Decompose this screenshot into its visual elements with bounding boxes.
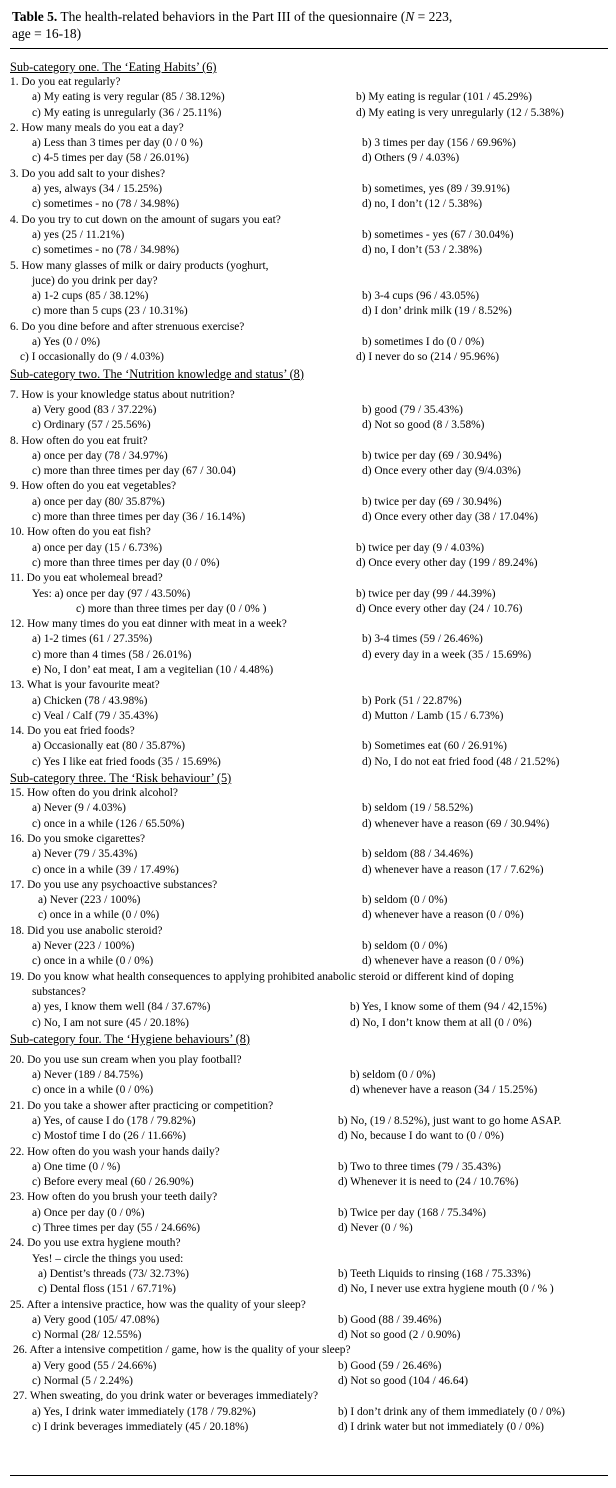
answer-row bbox=[10, 1160, 608, 1175]
answer-option: b) seldom (88 / 34.46%) bbox=[362, 848, 474, 861]
answer-option: c) once in a while (0 / 0%) bbox=[38, 909, 160, 922]
question: 23. How often do you brush your teeth daily? bbox=[10, 1191, 218, 1204]
answer-option: c) once in a while (39 / 17.49%) bbox=[32, 863, 179, 876]
answer-option: b) twice per day (69 / 30.94%) bbox=[362, 449, 502, 462]
answer-option: a) Never (9 / 4.03%) bbox=[32, 802, 126, 815]
answer-option: a) once per day (78 / 34.97%) bbox=[32, 449, 168, 462]
answer-row bbox=[10, 350, 608, 365]
answer-option: b) seldom (0 / 0%) bbox=[362, 940, 448, 953]
answer-row bbox=[10, 893, 608, 908]
question: 15. How often do you drink alcohol? bbox=[10, 787, 178, 800]
answer-option: d) I never do so (214 / 95.96%) bbox=[356, 351, 499, 364]
question: 8. How often do you eat fruit? bbox=[10, 434, 148, 447]
answer-option: b) Yes, I know some of them (94 / 42,15%) bbox=[350, 1001, 547, 1014]
answer-option: c) more than 4 times (58 / 26.01%) bbox=[32, 648, 192, 661]
subcategory-heading: Sub-category one. The ‘Eating Habits’ (6) bbox=[10, 60, 217, 74]
answer-option: c) more than 5 cups (23 / 10.31%) bbox=[32, 305, 188, 318]
top-rule bbox=[10, 48, 608, 49]
question: 2. How many meals do you eat a day? bbox=[10, 121, 184, 134]
answer-option: d) Once every other day (24 / 10.76) bbox=[356, 602, 523, 615]
answer-row bbox=[10, 90, 608, 105]
answer-option: b) 3-4 cups (96 / 43.05%) bbox=[362, 290, 480, 303]
question: 4. Do you try to cut down on the amount of sugars you eat? bbox=[10, 213, 281, 226]
answer-option: b) I don’t drink any of them immediately (0 / 0%) bbox=[338, 1405, 565, 1418]
answer-option: c) I drink beverages immediately (45 / 20.18%) bbox=[32, 1420, 249, 1433]
answer-row bbox=[10, 510, 608, 525]
table-label: Table 5. bbox=[12, 9, 58, 24]
question: 6. Do you dine before and after strenuous exercise? bbox=[10, 320, 245, 333]
answer-option: b) Teeth Liquids to rinsing (168 / 75.33%) bbox=[338, 1267, 531, 1280]
answer-row bbox=[10, 801, 608, 816]
question: 14. Do you eat fried foods? bbox=[10, 725, 135, 738]
question: 13. What is your favourite meat? bbox=[10, 679, 160, 692]
answer-option: d) Never (0 / %) bbox=[338, 1222, 413, 1235]
answer-option: c) Normal (28/ 12.55%) bbox=[32, 1329, 142, 1342]
answer-option: d) Once every other day (38 / 17.04%) bbox=[362, 511, 538, 524]
answer-option: d) no, I don’t (53 / 2.38%) bbox=[362, 244, 483, 257]
answer-option: a) My eating is very regular (85 / 38.12%) bbox=[32, 91, 225, 104]
answer-row bbox=[10, 817, 608, 832]
answer-option: c) more than three times per day (67 / 30.04) bbox=[32, 465, 236, 478]
question: 17. Do you use any psychoactive substances? bbox=[10, 878, 218, 891]
answer-option: d) whenever have a reason (0 / 0%) bbox=[362, 955, 524, 968]
title-text: The health-related behaviors in the Part III of the quesionnaire ( bbox=[57, 9, 406, 24]
subcategory-heading: Sub-category two. The ‘Nutrition knowledge and status’ (8) bbox=[10, 366, 304, 381]
question: 12. How many times do you eat dinner with meat in a week? bbox=[10, 618, 287, 631]
title-n-var: N bbox=[405, 9, 415, 24]
question: 5. How many glasses of milk or dairy products (yoghurt, bbox=[10, 259, 269, 272]
answer-option: d) whenever have a reason (34 / 15.25%) bbox=[350, 1084, 538, 1097]
answer-option: a) Yes (0 / 0%) bbox=[32, 336, 101, 349]
answer-option: e) No, I don’ eat meat, I am a vegitelian (10 / 4.48%) bbox=[32, 663, 274, 676]
question-continued: juce) do you drink per day? bbox=[32, 274, 158, 287]
answer-option: a) once per day (15 / 6.73%) bbox=[32, 541, 162, 554]
question: 21. Do you take a shower after practicing or competition? bbox=[10, 1099, 274, 1112]
answer-option: a) Yes, of cause I do (178 / 79.82%) bbox=[32, 1115, 196, 1127]
answer-option: c) more than three times per day (0 / 0%) bbox=[32, 556, 220, 569]
answer-option: a) yes (25 / 11.21%) bbox=[32, 228, 125, 241]
answer-option: b) No, (19 / 8.52%), just want to go home ASAP. bbox=[338, 1115, 562, 1127]
answer-row bbox=[10, 182, 608, 197]
answer-option: b) good (79 / 35.43%) bbox=[362, 403, 463, 416]
answer-option: c) Before every meal (60 / 26.90%) bbox=[32, 1176, 194, 1189]
answer-option: a) Less than 3 times per day (0 / 0 %) bbox=[32, 137, 203, 150]
answer-row bbox=[10, 709, 608, 724]
answer-option: b) Pork (51 / 22.87%) bbox=[362, 694, 462, 707]
answer-option: b) seldom (0 / 0%) bbox=[362, 894, 448, 907]
answer-option: b) Good (88 / 39.46%) bbox=[338, 1313, 442, 1326]
question: 19. Do you know what health consequences to applying prohibited anabolic steroid or different kind of doping bbox=[10, 970, 514, 983]
table-title bbox=[10, 8, 608, 42]
answer-option: c) sometimes - no (78 / 34.98%) bbox=[32, 198, 180, 211]
answer-row bbox=[10, 228, 608, 243]
answer-option: a) yes, I know them well (84 / 37.67%) bbox=[32, 1001, 211, 1014]
answer-row bbox=[10, 755, 608, 770]
answer-option: b) seldom (19 / 58.52%) bbox=[362, 802, 474, 815]
answer-option: d) No, I do not eat fried food (48 / 21.52%) bbox=[362, 755, 560, 768]
answer-row bbox=[10, 243, 608, 258]
answer-row bbox=[10, 1206, 608, 1221]
answer-option: d) I don’ drink milk (19 / 8.52%) bbox=[362, 305, 512, 318]
answer-option: c) sometimes - no (78 / 34.98%) bbox=[32, 244, 180, 257]
answer-row bbox=[10, 1068, 608, 1083]
answer-option: c) Mostof time I do (26 / 11.66%) bbox=[32, 1130, 186, 1143]
answer-option: a) yes, always (34 / 15.25%) bbox=[32, 183, 163, 196]
answer-option: a) Never (79 / 35.43%) bbox=[32, 848, 138, 861]
answer-option: a) One time (0 / %) bbox=[32, 1160, 121, 1173]
answer-option: Yes: a) once per day (97 / 43.50%) bbox=[32, 587, 191, 600]
answer-row bbox=[10, 1420, 608, 1435]
answer-option: b) Good (59 / 26.46%) bbox=[338, 1359, 442, 1372]
answer-row bbox=[10, 464, 608, 479]
answer-option: d) My eating is very unregularly (12 / 5.38%) bbox=[356, 106, 564, 119]
answer-option: c) Normal (5 / 2.24%) bbox=[32, 1375, 133, 1388]
answer-option: c) No, I am not sure (45 / 20.18%) bbox=[32, 1016, 189, 1029]
question: 20. Do you use sun cream when you play football? bbox=[10, 1053, 242, 1066]
answer-option: a) Occasionally eat (80 / 35.87%) bbox=[32, 740, 186, 753]
answer-option: a) Never (223 / 100%) bbox=[32, 940, 135, 953]
answer-row bbox=[10, 197, 608, 212]
answer-option: c) more than three times per day (36 / 16.14%) bbox=[32, 511, 246, 524]
answer-option: b) sometimes I do (0 / 0%) bbox=[362, 336, 485, 349]
answer-row bbox=[10, 449, 608, 464]
answer-option: a) Yes, I drink water immediately (178 / 79.82%) bbox=[32, 1405, 256, 1418]
answer-row bbox=[10, 587, 608, 602]
answer-row bbox=[10, 602, 608, 617]
title-line2: age = 16-18) bbox=[12, 26, 82, 41]
answer-row bbox=[10, 136, 608, 151]
answer-row bbox=[10, 289, 608, 304]
answer-option: b) twice per day (99 / 44.39%) bbox=[356, 587, 496, 600]
question-continued: Yes! – circle the things you used: bbox=[32, 1252, 184, 1265]
answer-option: b) Two to three times (79 / 35.43%) bbox=[338, 1160, 501, 1173]
answer-option: d) no, I don’t (12 / 5.38%) bbox=[362, 198, 483, 211]
answer-option: c) once in a while (126 / 65.50%) bbox=[32, 817, 185, 830]
answer-row bbox=[10, 847, 608, 862]
question: 25. After a intensive practice, how was the quality of your sleep? bbox=[10, 1298, 306, 1311]
answer-row bbox=[10, 739, 608, 754]
question: 3. Do you add salt to your dishes? bbox=[10, 167, 166, 180]
answer-option: c) once in a while (0 / 0%) bbox=[32, 1084, 154, 1097]
answer-option: d) Not so good (8 / 3.58%) bbox=[362, 419, 485, 432]
question: 24. Do you use extra hygiene mouth? bbox=[10, 1237, 181, 1250]
question-continued: substances? bbox=[32, 985, 86, 998]
question: 1. Do you eat regularly? bbox=[10, 76, 121, 88]
answer-option: d) Whenever it is need to (24 / 10.76%) bbox=[338, 1176, 519, 1189]
answer-row bbox=[10, 418, 608, 433]
subcategory-heading: Sub-category four. The ‘Hygiene behaviours’ (8) bbox=[10, 1031, 250, 1046]
answer-option: a) 1-2 times (61 / 27.35%) bbox=[32, 633, 153, 646]
answer-option: b) My eating is regular (101 / 45.29%) bbox=[356, 91, 532, 104]
answer-row bbox=[10, 106, 608, 121]
answer-row bbox=[10, 694, 608, 709]
answer-option: d) whenever have a reason (17 / 7.62%) bbox=[362, 863, 544, 876]
answer-row bbox=[10, 1221, 608, 1236]
answer-option: c) My eating is unregularly (36 / 25.11%) bbox=[32, 106, 222, 119]
answer-option: d) Mutton / Lamb (15 / 6.73%) bbox=[362, 709, 504, 722]
answer-option: b) seldom (0 / 0%) bbox=[350, 1069, 436, 1082]
answer-row bbox=[10, 1175, 608, 1190]
question: 16. Do you smoke cigarettes? bbox=[10, 832, 146, 845]
answer-option: d) No, I never use extra hygiene mouth (0 / % ) bbox=[338, 1283, 554, 1296]
answer-option: c) once in a while (0 / 0%) bbox=[32, 955, 154, 968]
answer-option: d) every day in a week (35 / 15.69%) bbox=[362, 648, 532, 661]
answer-option: b) 3 times per day (156 / 69.96%) bbox=[362, 137, 516, 150]
answer-option: d) Not so good (2 / 0.90%) bbox=[338, 1329, 461, 1342]
answer-row bbox=[10, 1313, 608, 1328]
question: 26. After a intensive competition / game, how is the quality of your sleep? bbox=[13, 1344, 351, 1357]
answer-option: d) Once every other day (9/4.03%) bbox=[362, 465, 521, 478]
answer-option: b) Twice per day (168 / 75.34%) bbox=[338, 1206, 486, 1219]
answer-row bbox=[10, 863, 608, 878]
answer-option: b) twice per day (69 / 30.94%) bbox=[362, 495, 502, 508]
answer-option: c) Dental floss (151 / 67.71%) bbox=[38, 1283, 176, 1296]
answer-option: b) sometimes - yes (67 / 30.04%) bbox=[362, 228, 514, 241]
answer-row bbox=[10, 151, 608, 166]
answer-option: b) 3-4 times (59 / 26.46%) bbox=[362, 633, 483, 646]
answer-row bbox=[10, 335, 608, 350]
question: 18. Did you use anabolic steroid? bbox=[10, 924, 163, 937]
answer-row bbox=[10, 954, 608, 969]
question: 11. Do you eat wholemeal bread? bbox=[10, 572, 163, 585]
answer-option: d) whenever have a reason (0 / 0%) bbox=[362, 909, 524, 922]
answer-row bbox=[10, 1359, 608, 1374]
document-page bbox=[10, 8, 608, 1435]
answer-option: d) Others (9 / 4.03%) bbox=[362, 152, 460, 165]
answer-row bbox=[10, 403, 608, 418]
answer-row bbox=[10, 495, 608, 510]
subcategory-heading: Sub-category three. The ‘Risk behaviour’ (5) bbox=[10, 771, 232, 786]
answer-option: a) 1-2 cups (85 / 38.12%) bbox=[32, 290, 149, 303]
question: 27. When sweating, do you drink water or beverages immediately? bbox=[13, 1390, 319, 1403]
answer-row bbox=[10, 939, 608, 954]
answer-option: d) No, because I do want to (0 / 0%) bbox=[338, 1130, 504, 1143]
answer-row bbox=[10, 541, 608, 556]
question: 10. How often do you eat fish? bbox=[10, 526, 151, 539]
answer-option: c) Yes I like eat fried foods (35 / 15.69%) bbox=[32, 755, 221, 768]
answer-row bbox=[10, 1114, 608, 1129]
answer-option: a) Never (223 / 100%) bbox=[38, 894, 141, 907]
answer-option: d) whenever have a reason (69 / 30.94%) bbox=[362, 817, 550, 830]
bottom-rule bbox=[10, 1475, 608, 1476]
answer-option: a) Dentist’s threads (73/ 32.73%) bbox=[38, 1267, 189, 1280]
answer-option: a) Very good (55 / 24.66%) bbox=[32, 1359, 157, 1372]
answer-option: d) I drink water but not immediately (0 / 0%) bbox=[338, 1420, 544, 1433]
answer-option: b) Sometimes eat (60 / 26.91%) bbox=[362, 740, 507, 753]
answer-option: d) Not so good (104 / 46.64) bbox=[338, 1375, 469, 1388]
answer-option: b) twice per day (9 / 4.03%) bbox=[356, 541, 485, 554]
answer-row bbox=[10, 663, 608, 678]
answer-row bbox=[10, 1328, 608, 1343]
answer-option: a) Never (189 / 84.75%) bbox=[32, 1069, 144, 1082]
answer-row bbox=[10, 1083, 608, 1098]
answer-row bbox=[10, 648, 608, 663]
answer-option: a) Very good (105/ 47.08%) bbox=[32, 1313, 160, 1326]
question: 7. How is your knowledge status about nutrition? bbox=[10, 388, 235, 401]
answer-row bbox=[10, 1000, 608, 1015]
answer-option: a) Once per day (0 / 0%) bbox=[32, 1206, 145, 1219]
answer-row bbox=[10, 556, 608, 571]
question: 22. How often do you wash your hands daily? bbox=[10, 1145, 220, 1158]
answer-option: c) Veal / Calf (79 / 35.43%) bbox=[32, 709, 159, 722]
answer-row bbox=[10, 1405, 608, 1420]
question: 9. How often do you eat vegetables? bbox=[10, 480, 177, 493]
title-n-value: = 223, bbox=[414, 9, 453, 24]
answer-option: a) Chicken (78 / 43.98%) bbox=[32, 694, 148, 707]
answer-row bbox=[10, 1016, 608, 1031]
answer-option: c) more than three times per day (0 / 0% ) bbox=[76, 602, 267, 615]
answer-option: c) I occasionally do (9 / 4.03%) bbox=[20, 351, 164, 364]
answer-option: c) 4-5 times per day (58 / 26.01%) bbox=[32, 152, 189, 165]
answer-option: b) sometimes, yes (89 / 39.91%) bbox=[362, 183, 510, 196]
answer-option: c) Three times per day (55 / 24.66%) bbox=[32, 1222, 201, 1235]
answer-row bbox=[10, 1129, 608, 1144]
table-body bbox=[10, 59, 608, 1435]
answer-row bbox=[10, 1374, 608, 1389]
answer-option: d) Once every other day (199 / 89.24%) bbox=[356, 556, 538, 569]
answer-option: c) Ordinary (57 / 25.56%) bbox=[32, 419, 151, 432]
answer-option: a) Very good (83 / 37.22%) bbox=[32, 403, 157, 416]
answer-row bbox=[10, 908, 608, 923]
answer-row bbox=[10, 632, 608, 647]
answer-row bbox=[10, 304, 608, 319]
answer-option: d) No, I don’t know them at all (0 / 0%) bbox=[350, 1016, 532, 1029]
answer-row bbox=[10, 1267, 608, 1282]
answer-option: a) once per day (80/ 35.87%) bbox=[32, 495, 165, 508]
answer-row bbox=[10, 1282, 608, 1297]
